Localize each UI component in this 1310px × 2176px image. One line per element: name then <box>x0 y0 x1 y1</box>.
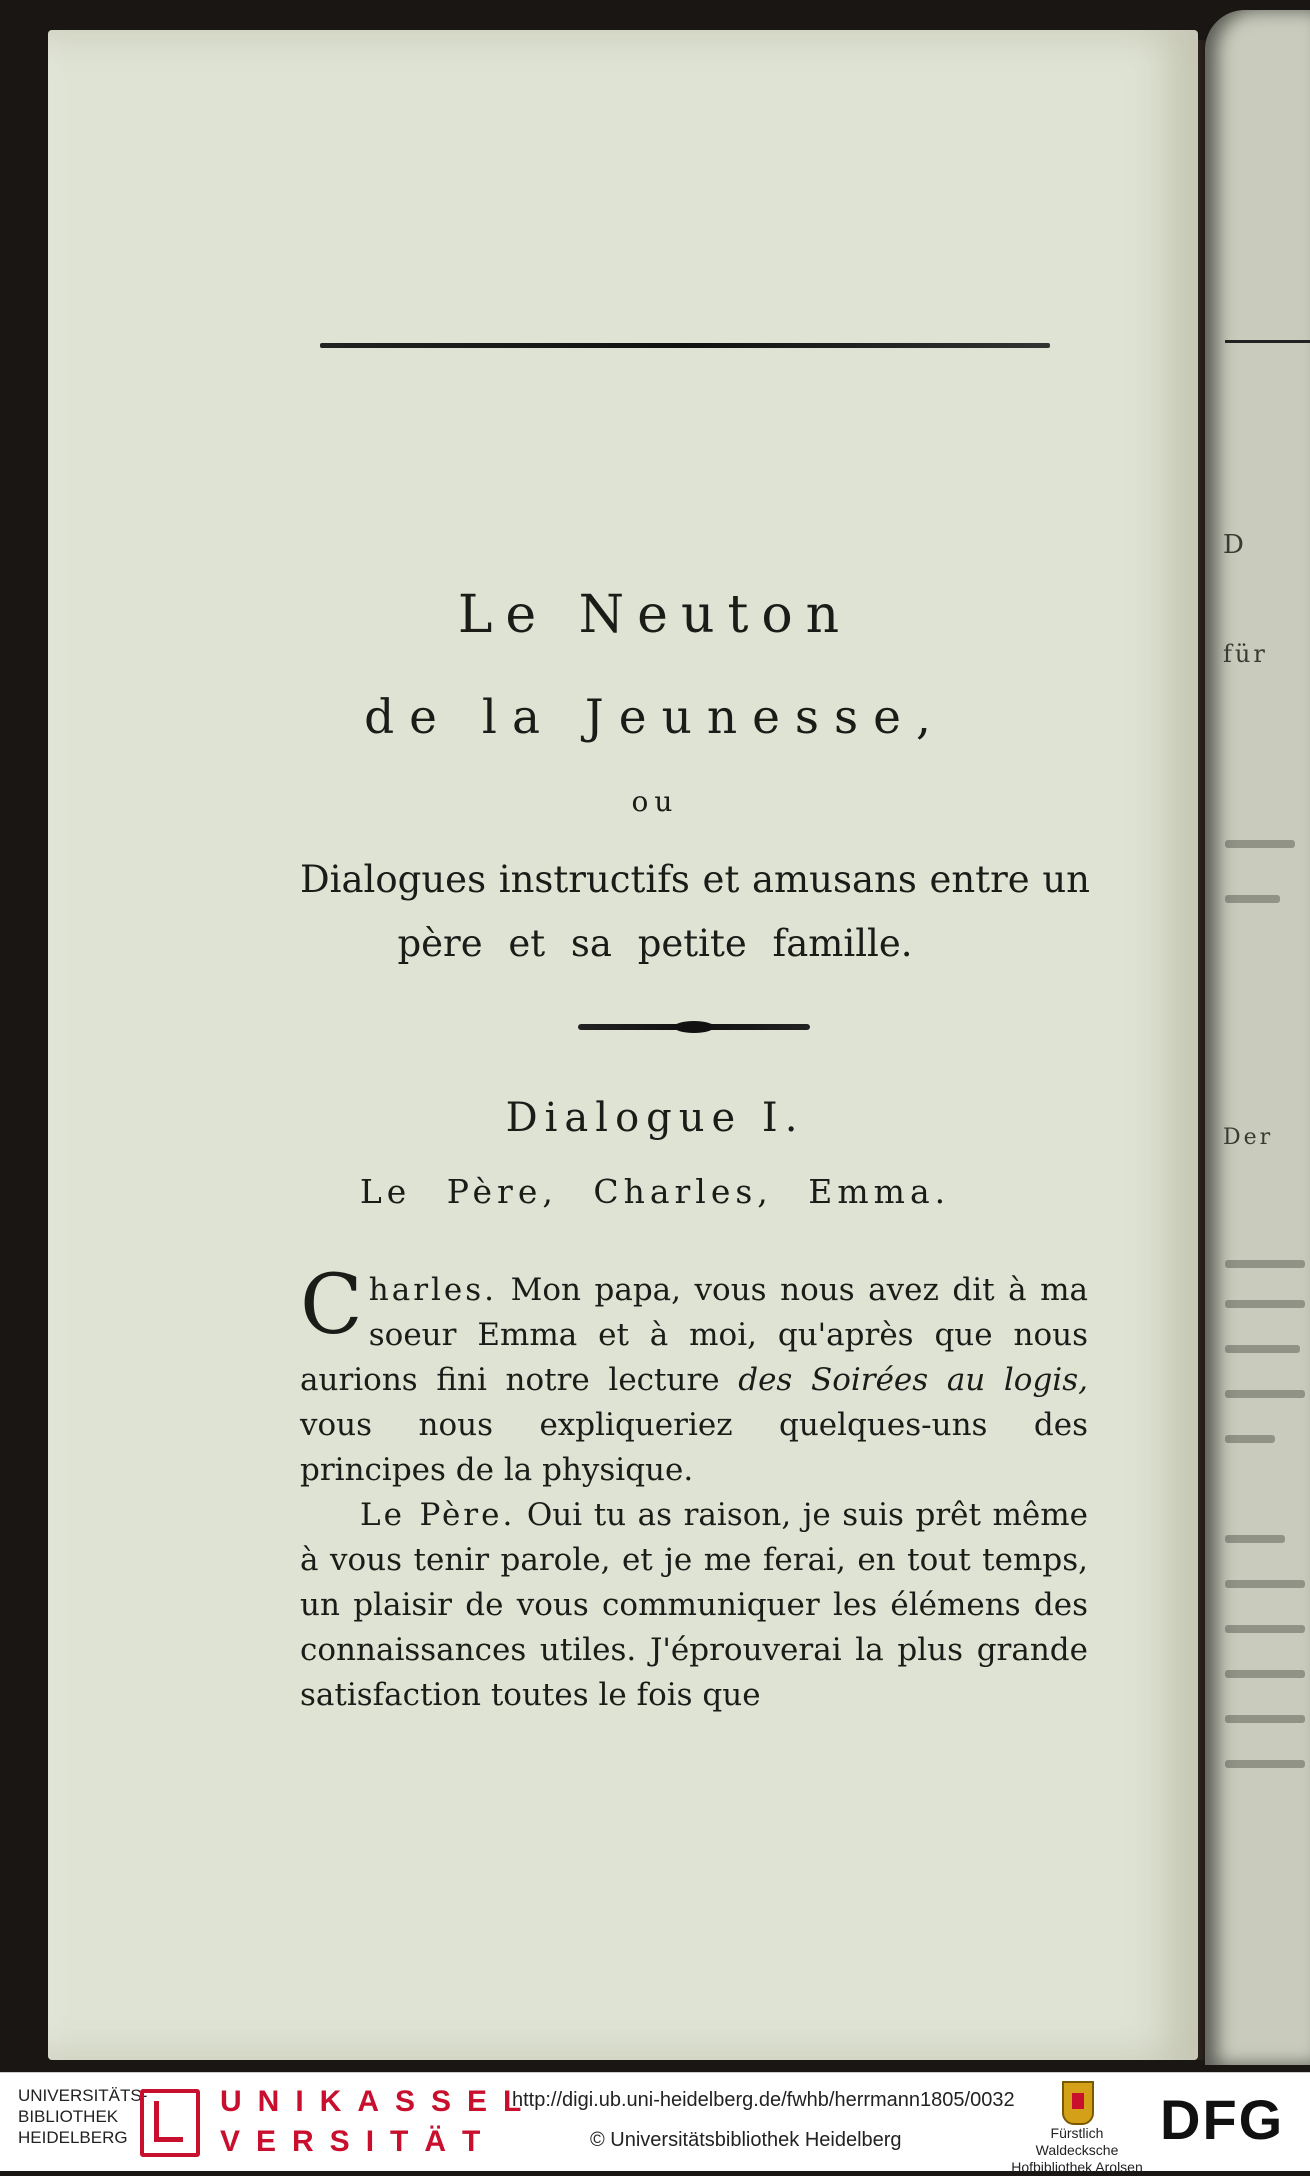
speaker-pere: Le Père. <box>360 1497 516 1533</box>
library-name-line: UNIVERSITÄTS- <box>18 2086 148 2105</box>
facing-page-line <box>1225 1535 1285 1543</box>
book-reference: des Soirées au logis, <box>738 1362 1088 1398</box>
facing-page-fragment: Der <box>1223 1125 1274 1150</box>
library-name-line: HEIDELBERG <box>18 2128 128 2147</box>
permalink-url[interactable]: http://digi.ub.uni-heidelberg.de/fwhb/herrmann1805/0032 <box>512 2089 1015 2111</box>
facing-page-line <box>1225 1760 1305 1768</box>
dfg-logo: DFG <box>1160 2088 1285 2151</box>
arolsen-name-line: Fürstlich Waldecksche <box>1035 2125 1119 2158</box>
arolsen-crest-icon <box>1062 2081 1094 2125</box>
facing-page-line <box>1225 1670 1305 1678</box>
facing-page-line <box>1225 1580 1305 1588</box>
facing-page-fragment: D <box>1223 530 1247 560</box>
facing-page <box>1205 10 1310 2065</box>
paragraph-charles <box>300 1258 1088 1493</box>
facing-page-line <box>1225 895 1280 903</box>
kassel-logo-line-1: UNIKASSEL <box>220 2085 538 2118</box>
speaker-charles: harles. <box>368 1272 498 1308</box>
arolsen-library-logo <box>1008 2125 1146 2176</box>
facing-page-line <box>1225 840 1295 848</box>
dialogue-speakers: Le Père, Charles, Emma. <box>359 1172 951 1211</box>
paragraph-text: Oui tu as raison, je suis prêt même à vous tenir parole, et je me ferai, en tout temps, un plaisir de vous communiquer les élémens des connaissances utiles. J'éprouverai la plus grande satisfaction toutes le fois que <box>300 1497 1088 1713</box>
dialogue-body <box>300 1258 1088 1718</box>
heidelberg-logo-icon <box>140 2089 200 2157</box>
kassel-logo-line-2: VERSITÄT <box>220 2125 497 2158</box>
dialogue-heading: Dialogue I. <box>505 1095 805 1141</box>
facing-page-line <box>1225 1260 1305 1268</box>
paragraph-pere <box>300 1493 1088 1718</box>
book-title-line-2: de la Jeunesse, <box>364 690 946 745</box>
facing-page-line <box>1225 1390 1305 1398</box>
facing-page-line <box>1225 1625 1305 1633</box>
copyright-notice: © Universitätsbibliothek Heidelberg <box>590 2129 902 2151</box>
facing-page-line <box>1225 1715 1305 1723</box>
book-title-conjunction: ou <box>631 785 679 818</box>
facing-page-line <box>1225 1345 1300 1353</box>
book-title: Le Neuton <box>457 585 853 645</box>
book-subtitle-line-1: Dialogues instructifs et amusans entre un <box>300 858 1090 901</box>
facing-page-line <box>1225 1300 1305 1308</box>
facing-page-rule <box>1225 340 1310 343</box>
heidelberg-library-logo <box>18 2085 147 2148</box>
library-name-line: BIBLIOTHEK <box>18 2107 119 2126</box>
drop-cap: C <box>300 1258 363 1353</box>
top-rule <box>320 343 1050 348</box>
facing-page-line <box>1225 1435 1275 1443</box>
arolsen-name-line: Hofbibliothek Arolsen <box>1011 2159 1143 2175</box>
facing-page-fragment: für <box>1223 640 1268 668</box>
paragraph-text: Mon papa, vous nous avez dit à ma soeur Emma et à moi, qu'après que nous aurions fini notre lecture <box>300 1272 1088 1398</box>
ornamental-rule <box>578 1024 810 1030</box>
paragraph-text: vous nous expliqueriez quelques-uns des principes de la physique. <box>300 1407 1088 1488</box>
footer-bar <box>0 2072 1310 2175</box>
book-subtitle-line-2: père et sa petite famille. <box>397 922 913 965</box>
book-page <box>48 30 1198 2060</box>
